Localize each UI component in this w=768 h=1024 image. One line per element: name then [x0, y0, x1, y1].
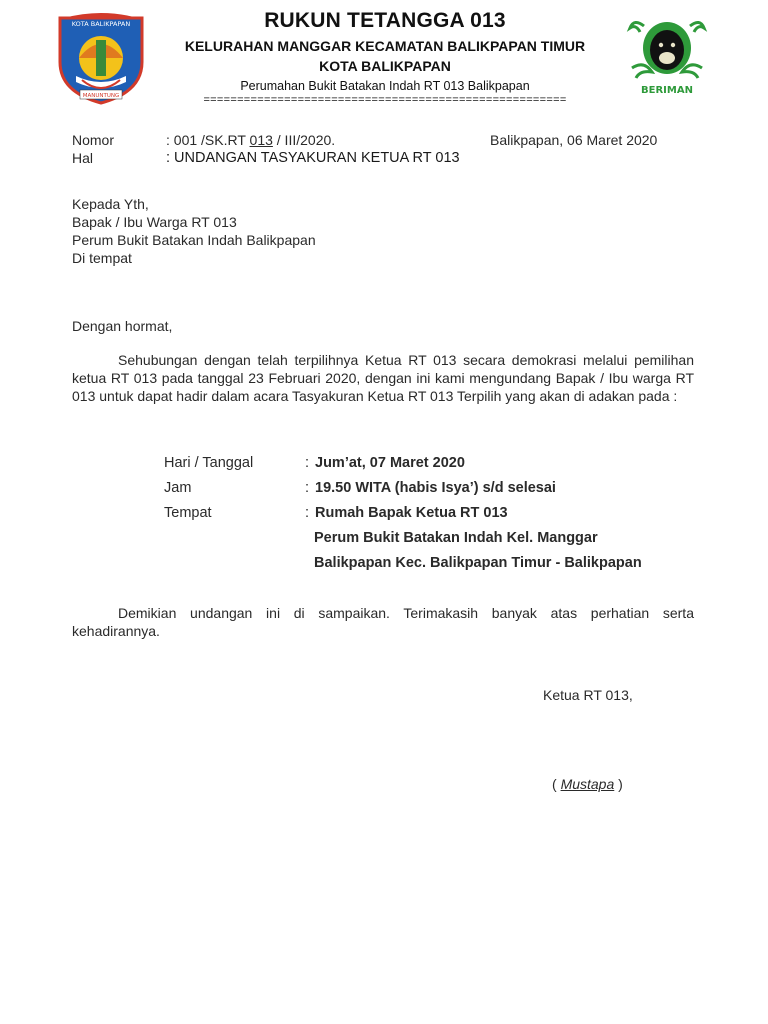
event-place-line-3: Balikpapan Kec. Balikpapan Timur - Balikpapan [314, 555, 642, 571]
event-place-line-1: Rumah Bapak Ketua RT 013 [315, 505, 508, 521]
event-place-label: Tempat [164, 505, 212, 521]
logo-right-text: BERIMAN [641, 85, 693, 96]
letterhead-city: KOTA BALIKPAPAN [319, 58, 451, 74]
nomor-value [166, 131, 335, 149]
signature-close-paren: ) [614, 776, 623, 792]
event-day-label: Hari / Tanggal [164, 455, 254, 471]
closing-paragraph: Demikian undangan ini di sampaikan. Terimakasih banyak atas perhatian serta kehadirannya. [72, 605, 694, 639]
kota-balikpapan-logo [56, 10, 146, 106]
place-date: Balikpapan, 06 Maret 2020 [490, 132, 658, 148]
recipient-line-3: Perum Bukit Batakan Indah Balikpapan [72, 232, 316, 248]
event-time-colon: : [305, 480, 310, 496]
hal-value: : UNDANGAN TASYAKURAN KETUA RT 013 [166, 150, 460, 166]
letterhead-divider: ====================================================== [203, 94, 567, 106]
nomor-suffix: / III/2020. [272, 132, 336, 148]
letterhead-kelurahan: KELURAHAN MANGGAR KECAMATAN BALIKPAPAN TIMUR [184, 38, 586, 54]
letterhead-address: Perumahan Bukit Batakan Indah RT 013 Balikpapan [240, 79, 530, 93]
event-time-label: Jam [164, 480, 192, 496]
signature-open-paren: ( [552, 776, 561, 792]
body-paragraph: Sehubungan dengan telah terpilihnya Ketua RT 013 secara demokrasi melalui pemilihan ketua RT 013 pada tanggal 23 Februari 2020, dengan ini kami mengundang Bapak / Ibu warga RT 013 untuk dapat hadir dalam acara Tasyakuran Ketua RT 013 Terpilih yang akan di adakan pada : [72, 352, 694, 404]
signature-name-block [552, 775, 623, 793]
beriman-logo [624, 12, 710, 96]
recipient-line-1: Kepada Yth, [72, 196, 149, 212]
letterhead-title: RUKUN TETANGGA 013 [264, 9, 506, 32]
hal-label: Hal [72, 150, 94, 166]
event-place-line-2: Perum Bukit Batakan Indah Kel. Manggar [314, 530, 598, 546]
salutation: Dengan hormat, [72, 318, 173, 334]
logo-left-bottom-text: MANUNTUNG [82, 93, 120, 99]
recipient-line-2: Bapak / Ibu Warga RT 013 [72, 214, 237, 230]
nomor-prefix: : 001 /SK.RT [166, 132, 250, 148]
signature-name: Mustapa [560, 776, 615, 792]
event-time-value: 19.50 WITA (habis Isya’) s/d selesai [315, 480, 556, 496]
recipient-line-4: Di tempat [72, 250, 132, 266]
nomor-rt-number: 013 [249, 132, 273, 148]
logo-left-top-text: KOTA BALIKPAPAN [71, 20, 131, 28]
signature-role: Ketua RT 013, [543, 687, 633, 703]
event-day-value: Jum’at, 07 Maret 2020 [315, 455, 465, 471]
nomor-label: Nomor [72, 132, 115, 148]
event-day-colon: : [305, 455, 310, 471]
event-place-colon: : [305, 505, 310, 521]
